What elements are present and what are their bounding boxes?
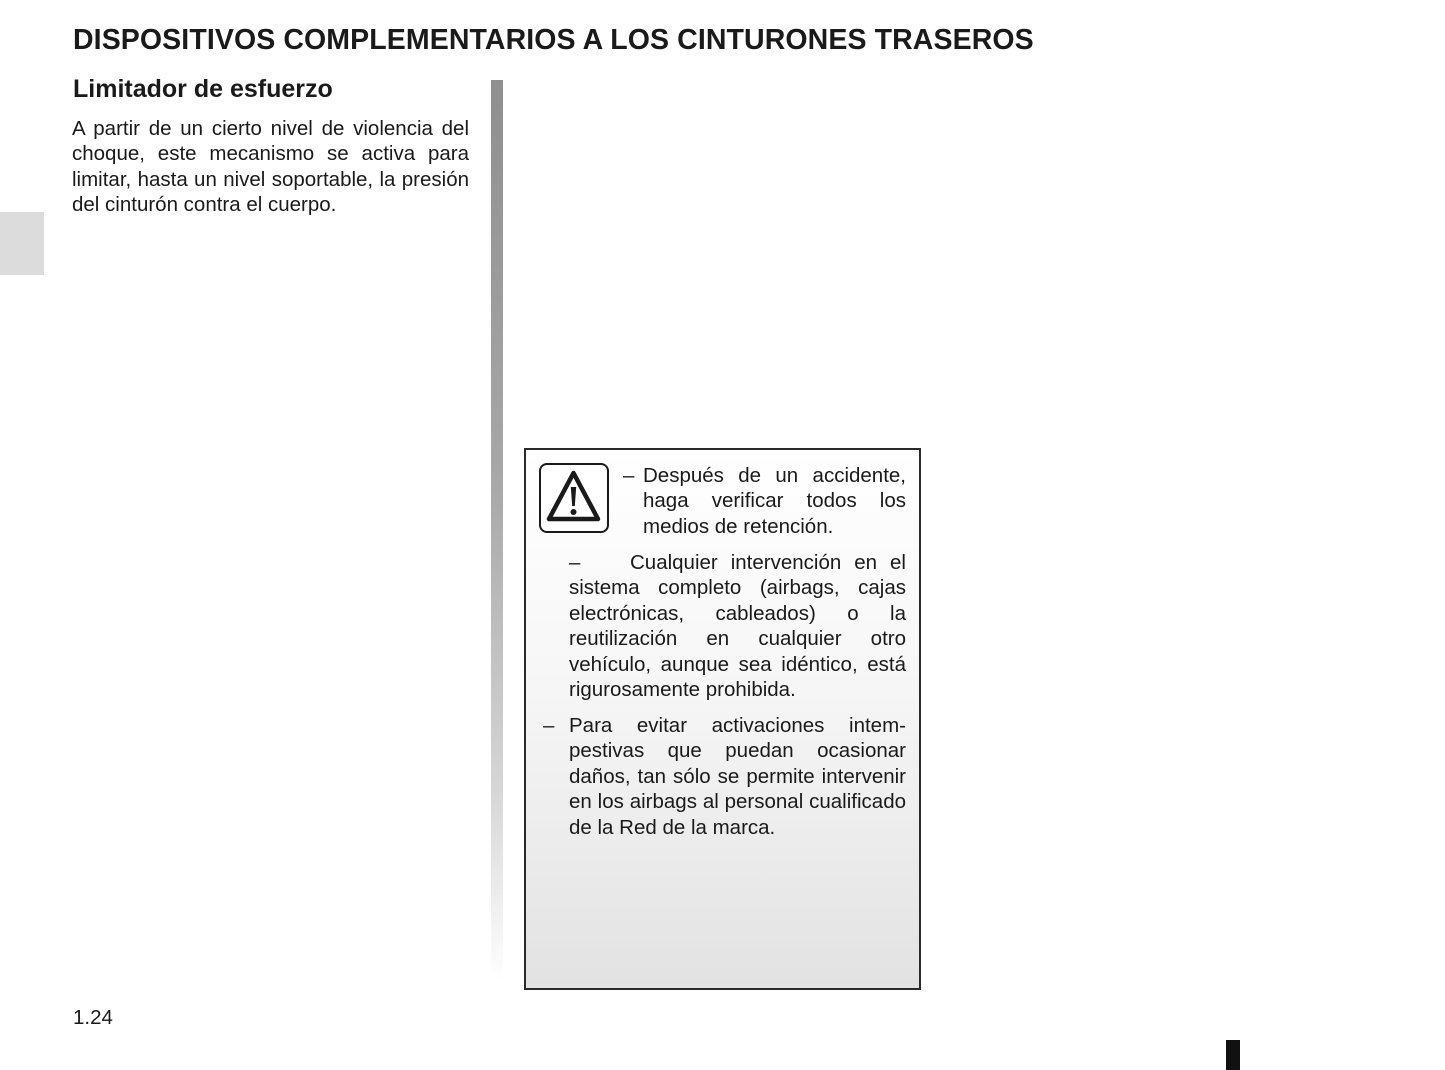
warning-item-text: Cualquier intervención en el sistema completo (airbags, cajas electrónicas, cableados) o la reutilización en cualquier otro vehículo, aunque sea idéntico, está rigurosamente prohibida. [569,551,906,702]
list-dash: – [543,714,555,737]
list-dash: – [623,464,635,487]
section-heading: Limitador de esfuerzo [73,75,333,103]
warning-item-text: Después de un accidente, haga verificar todos los medios de retención. [643,464,906,538]
page-number: 1.24 [73,1006,113,1029]
warning-triangle-icon [539,463,609,533]
column-divider [491,80,503,980]
warning-item [623,463,906,539]
warning-item-text: Para evitar activaciones intempestivas que puedan ocasionar daños, tan sólo se permite intervenir en los airbags al personal cualificado de la Red de la marca. [569,714,906,839]
chapter-tab [0,212,44,275]
page-title: DISPOSITIVOS COMPLEMENTARIOS A LOS CINTURONES TRASEROS [73,24,1034,56]
list-dash: – [569,551,581,574]
warning-box [524,448,921,990]
warning-item [543,713,906,840]
section-body-text: A partir de un cierto nivel de violencia del choque, este mecanismo se activa para limitar, hasta un nivel soportable, la presión del cinturón contra el cuerpo. [72,117,469,217]
page-corner-mark [1226,1040,1240,1070]
warning-item [569,550,906,702]
